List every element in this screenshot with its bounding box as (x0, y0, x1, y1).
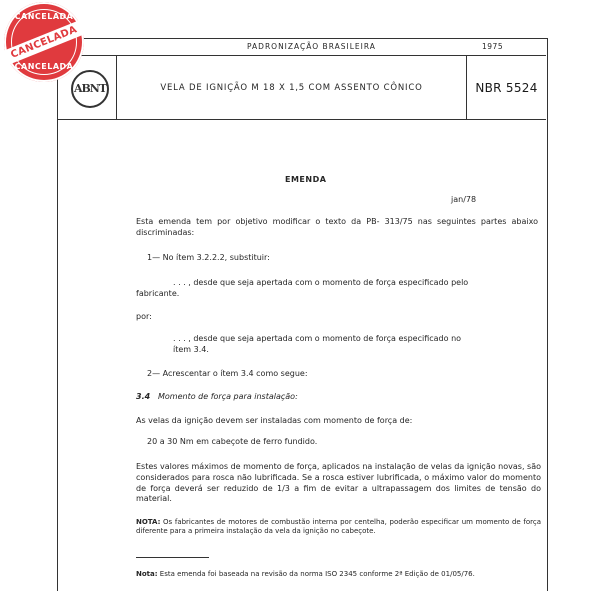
section-title: Momento de força para instalação: (158, 392, 298, 401)
standard-title: VELA DE IGNIÇÃO M 18 X 1,5 COM ASSENTO CÔNICO (117, 56, 467, 120)
amendment-date: jan/78 (451, 195, 477, 204)
standard-code: NBR 5524 (475, 81, 538, 95)
amendment-heading: EMENDA (285, 175, 327, 184)
item-1: 1— No ítem 3.2.2.2, substituir: (147, 253, 270, 262)
section-number: 3.4 (136, 392, 151, 401)
note-label: NOTA: (136, 518, 161, 526)
footnote-divider (136, 557, 209, 558)
abnt-logo-text: ABNT (73, 82, 107, 95)
torque-note-paragraph: Estes valores máximos de momento de força, aplicados na instalação de velas da ignição novas, são considerados para rosca não lubrificada. Se a rosca estiver lubrificada, o máximo valor do momento de força deverá ser reduzido de 1/3 a fim de evitar a ultrapassagem dos limites de tensão do material. (136, 462, 541, 504)
quote-replacement-tail: ítem 3.4. (173, 344, 209, 354)
note-text: Os fabricantes de motores de combustão interna por centelha, poderão especificar um momento de força diferente para a primeira instalação da vela da ignição no cabeçote. (136, 518, 541, 536)
item-2: 2— Acrescentar o ítem 3.4 como segue: (147, 369, 308, 378)
quote-replacement-line: . . . , desde que seja apertada com o momento de força especificado no (173, 334, 462, 343)
footnote-text: Esta emenda foi baseada na revisão da norma ISO 2345 conforme 2ª Edição de 01/05/76. (159, 570, 475, 578)
intro-paragraph: Esta emenda tem por objetivo modificar o texto da PB- 313/75 nas seguintes partes abaixo discriminadas: (136, 217, 538, 237)
note-paragraph (136, 518, 541, 537)
footnote (136, 570, 475, 579)
standard-year: 1975 (482, 42, 504, 51)
section-heading (136, 392, 298, 403)
organization-name: PADRONIZAÇÃO BRASILEIRA (247, 42, 376, 51)
torque-paragraph: As velas da ignição devem ser instaladas com momento de força de: (136, 416, 413, 425)
stamp-text-band: CANCELADA (9, 24, 79, 61)
torque-value: 20 a 30 Nm em cabeçote de ferro fundido. (147, 437, 318, 446)
replace-by-label: por: (136, 312, 152, 321)
quote-original-line: . . . , desde que seja apertada com o momento de força especificado pelo (173, 278, 469, 287)
cancelled-stamp (4, 2, 84, 82)
footnote-label: Nota: (136, 570, 158, 578)
quote-original-tail: fabricante. (136, 288, 180, 298)
quote-original (136, 278, 546, 300)
stamp-text-top: CANCELADA (14, 12, 74, 21)
quote-replacement (136, 334, 546, 356)
stamp-text-bottom: CANCELADA (14, 62, 74, 71)
